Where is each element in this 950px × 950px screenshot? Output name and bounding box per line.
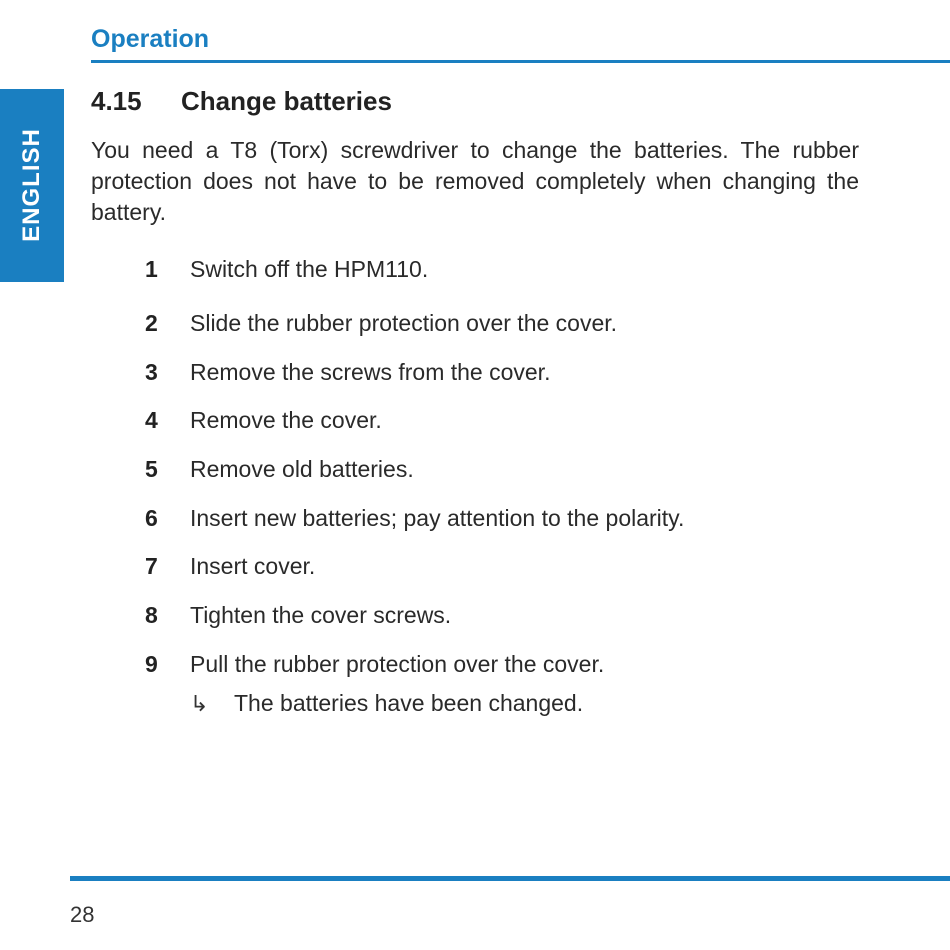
section-heading bbox=[91, 84, 392, 118]
step-number: 2 bbox=[145, 310, 158, 336]
step-number: 1 bbox=[145, 256, 158, 282]
step-text: Remove the screws from the cover. bbox=[190, 359, 551, 385]
step-text: Insert new batteries; pay attention to the polarity. bbox=[190, 505, 685, 531]
step-number: 5 bbox=[145, 456, 158, 482]
step-number: 9 bbox=[145, 651, 158, 677]
header-divider bbox=[91, 60, 950, 63]
result-arrow-icon: ↳ bbox=[190, 691, 209, 716]
step-result bbox=[190, 688, 583, 722]
step-number: 3 bbox=[145, 359, 158, 385]
step-text: Remove old batteries. bbox=[190, 456, 414, 482]
section-number: 4.15 bbox=[91, 86, 142, 116]
step-number: 8 bbox=[145, 602, 158, 628]
intro-paragraph: You need a T8 (Torx) screwdriver to change the batteries. The rubber protection does not have to be removed completely when changing the battery. bbox=[91, 137, 859, 225]
language-tab bbox=[0, 89, 64, 282]
page-number: 28 bbox=[70, 902, 95, 927]
language-tab-label: ENGLISH bbox=[18, 128, 45, 242]
step-number: 4 bbox=[145, 407, 158, 433]
result-text: The batteries have been changed. bbox=[234, 690, 584, 716]
step-number: 7 bbox=[145, 553, 158, 579]
step-text: Tighten the cover screws. bbox=[190, 602, 452, 628]
footer-divider bbox=[70, 876, 950, 881]
step-text: Pull the rubber protection over the cover. bbox=[190, 651, 605, 677]
step-text: Remove the cover. bbox=[190, 407, 382, 433]
step-text: Slide the rubber protection over the cover. bbox=[190, 310, 618, 336]
step-number: 6 bbox=[145, 505, 158, 531]
section-header: Operation bbox=[91, 25, 210, 53]
section-title: Change batteries bbox=[181, 86, 392, 116]
step-text: Switch off the HPM110. bbox=[190, 256, 429, 282]
step-text: Insert cover. bbox=[190, 553, 316, 579]
